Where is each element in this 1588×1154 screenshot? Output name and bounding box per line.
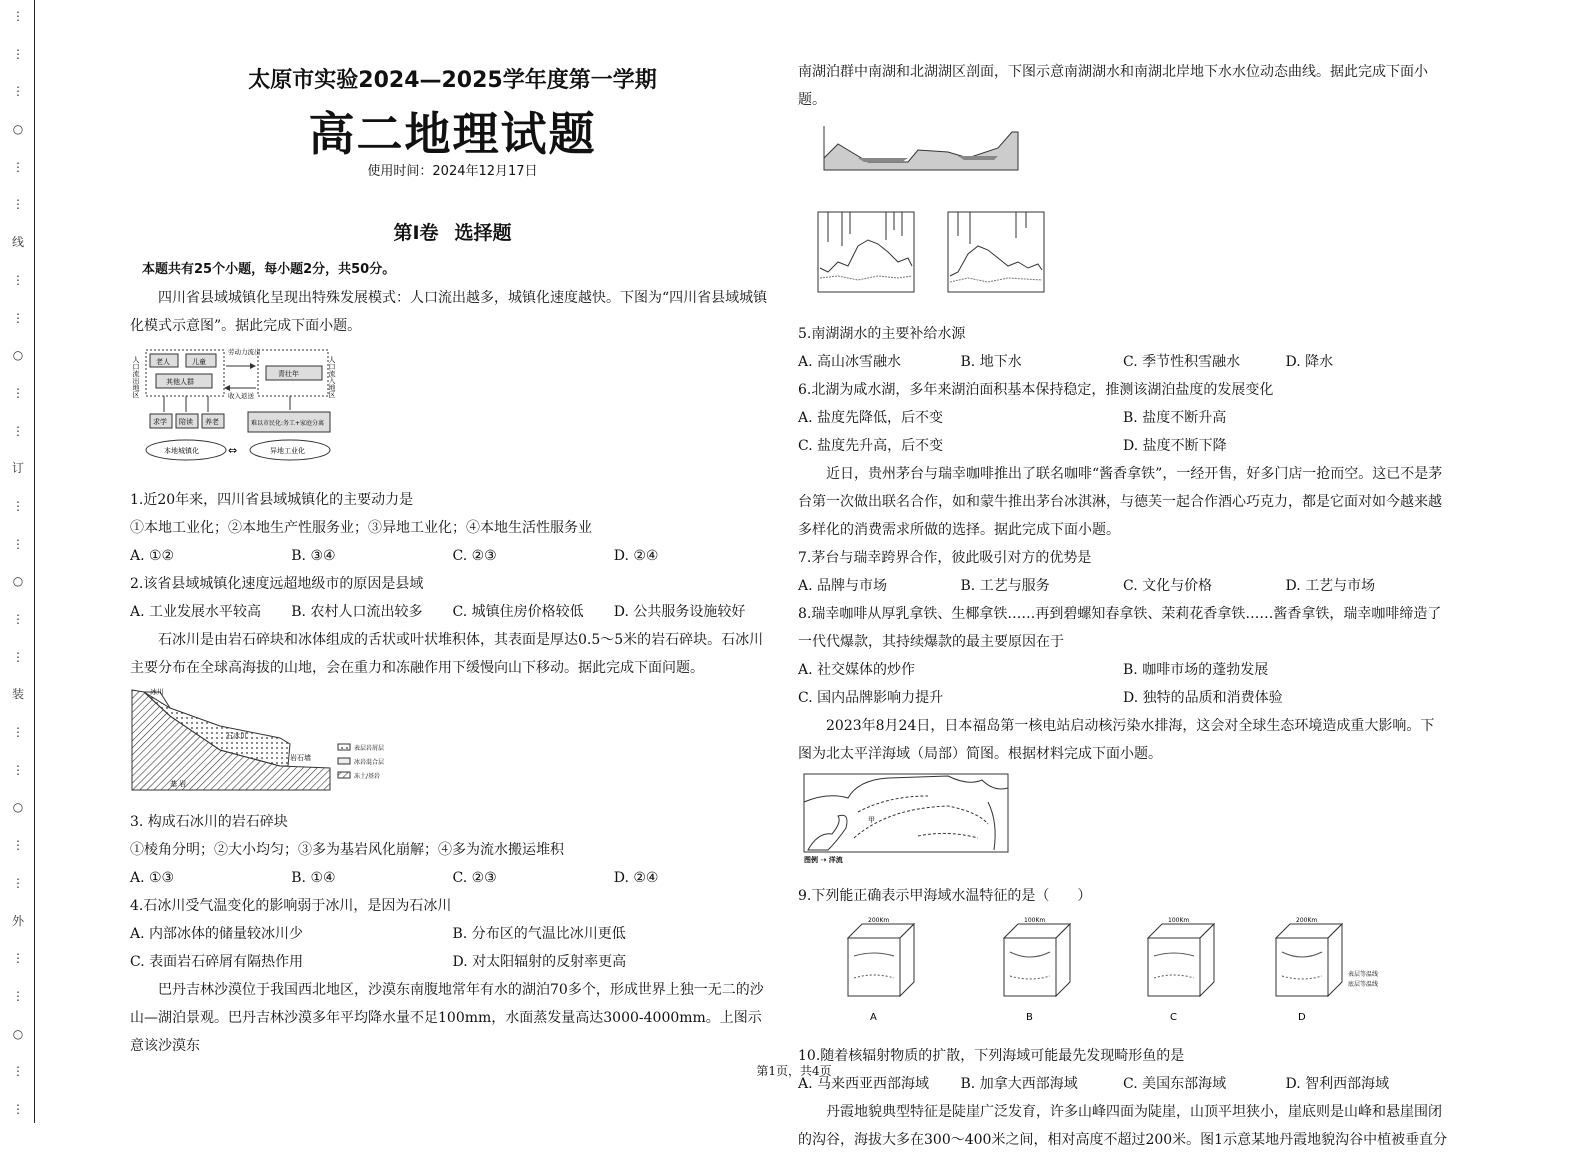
passage-3-cont: 南湖泊群中南湖和北湖湖区剖面，下图示意南湖湖水和南湖北岸地下水水位动态曲线。据此完成下面小题。 <box>798 64 1428 108</box>
fig-right-label: 人口流入地区 <box>328 356 336 398</box>
rock-glacier-diagram <box>130 686 775 802</box>
q3-option-b[interactable]: B. ①④ <box>291 870 336 886</box>
exam-time: 使用时间：2024年12月17日 <box>367 164 538 179</box>
q1-sub: ①本地工业化；②本地生产性服务业；③异地工业化；④本地生活性服务业 <box>130 520 592 536</box>
fig-local: 本地城镇化 <box>164 447 199 455</box>
q9-stem: 9.下列能正确表示甲海域水温特征的是（ ） <box>798 888 1092 904</box>
q1-option-d[interactable]: D. ②④ <box>613 548 659 564</box>
q6-option-d[interactable]: D. 盐度不断下降 <box>1123 438 1227 454</box>
exam-title: 高二地理试题 <box>308 107 597 161</box>
page-footer: 第1页，共4页 <box>756 1064 832 1078</box>
passage-6: 丹霞地貌典型特征是陡崖广泛发育，许多山峰四面为陡崖，山顶平坦狭小，崖底则是山峰和悬崖围闭的沟谷，海拔大多在300～400米之间，相对高度不超过200米。图1示意某地丹霞地貌沟谷中植被垂直分 <box>798 1104 1448 1148</box>
q7-option-a[interactable]: A. 品牌与市场 <box>798 578 888 594</box>
q2-option-c[interactable]: C. 城镇住房价格较低 <box>452 604 584 620</box>
q5-options <box>798 348 1448 376</box>
q5-option-c[interactable]: C. 季节性积雪融水 <box>1123 354 1241 370</box>
fig-pacific-legend: 图例 ⇢ 洋流 <box>804 856 843 864</box>
fig-accompany: 陪读 <box>179 418 193 426</box>
q4-option-d[interactable]: D. 对太阳辐射的反射率更高 <box>452 954 627 970</box>
q3-option-d[interactable]: D. ②④ <box>613 870 659 886</box>
fig-elderly: 老人 <box>156 358 170 366</box>
q1-stem: 1.近20年来，四川省县域城镇化的主要动力是 <box>130 492 414 508</box>
q1-option-b[interactable]: B. ③④ <box>291 548 336 564</box>
q2-option-a[interactable]: A. 工业发展水平较高 <box>130 604 262 620</box>
q2-option-b[interactable]: B. 农村人口流出较多 <box>291 604 423 620</box>
block-d-label: D <box>1298 1012 1306 1023</box>
q6-stem: 6.北湖为咸水湖，多年来湖泊面积基本保持稳定，推测该湖泊盐度的发展变化 <box>798 382 1274 398</box>
q8-option-a[interactable]: A. 社交媒体的炒作 <box>798 662 916 678</box>
block-c-scale: 100Km <box>1168 917 1190 924</box>
q1-option-a[interactable]: A. ①② <box>130 548 175 564</box>
right-column <box>798 58 1448 1154</box>
q6-option-c[interactable]: C. 盐度先升高，后不变 <box>798 438 944 454</box>
block-c-label: C <box>1170 1012 1177 1023</box>
passage-5: 2023年8月24日，日本福岛第一核电站启动核污染水排海，这会对全球生态环境造成重大影响。下图为北太平洋海域（局部）简图。根据材料完成下面小题。 <box>798 718 1435 762</box>
block-legend-surface: 表层等温线 <box>1348 971 1379 978</box>
fig-study: 求学 <box>153 418 167 426</box>
q7-option-c[interactable]: C. 文化与价格 <box>1123 578 1213 594</box>
q3-option-c[interactable]: C. ②③ <box>452 870 497 886</box>
fig-legend-base: 冻土/基岩 <box>354 773 381 780</box>
fig-left-label: 人口流出地区 <box>132 356 140 398</box>
q8-stem: 8.瑞幸咖啡从厚乳拿铁、生椰拿铁……再到碧螺知春拿铁、茉莉花香拿铁……酱香拿铁，瑞幸咖啡缔造了一代代爆款，其持续爆款的最主要原因在于 <box>798 606 1442 650</box>
fig-youth: 青壮年 <box>278 370 299 378</box>
fig-legend-surface: 表层岩屑层 <box>354 745 385 752</box>
q6-option-b[interactable]: B. 盐度不断升高 <box>1123 410 1227 426</box>
q4-options-row1 <box>130 920 775 948</box>
q8-options-row2 <box>798 684 1448 712</box>
section-heading: 第Ⅰ卷 选择题 <box>393 222 512 244</box>
q10-stem: 10.随着核辐射物质的扩散，下列海域可能最先发现畸形鱼的是 <box>798 1048 1185 1064</box>
q7-option-d[interactable]: D. 工艺与市场 <box>1285 578 1376 594</box>
block-legend-bottom: 底层等温线 <box>1348 981 1379 988</box>
q3-sub: ①棱角分明；②大小均匀；③多为基岩风化崩解；④多为流水搬运堆积 <box>130 842 564 858</box>
q6-options-row1 <box>798 404 1448 432</box>
fig-income-back: 收入返送 <box>228 392 254 400</box>
q4-option-a[interactable]: A. 内部冰体的储量较冰川少 <box>130 926 304 942</box>
q4-options-row2 <box>130 948 775 976</box>
fig-ice-label: 冰川 <box>150 688 164 696</box>
q10-option-b[interactable]: B. 加拿大西部海域 <box>960 1076 1078 1092</box>
passage-4: 近日，贵州茅台与瑞幸咖啡推出了联名咖啡“酱香拿铁”，一经开售，好多门店一抢而空。这已不是茅台第一次做出联名合作，如和蒙牛推出茅台冰淇淋，与德芙一起合作酒心巧克力，都是它面对如今越来越多样化的消费需求所做的选择。据此完成下面小题。 <box>798 466 1443 538</box>
school-title: 太原市实验2024—2025学年度第一学期 <box>248 68 657 93</box>
passage-3: 巴丹吉林沙漠位于我国西北地区，沙漠东南腹地常年有水的湖泊70多个，形成世界上独一无二的沙山—湖泊景观。巴丹吉林沙漠多年平均降水量不足100mm，水面蒸发量高达3000-4000mm。上图示意该沙漠东 <box>130 982 764 1054</box>
q1-options <box>130 542 775 570</box>
fig-legend-mix: 冰岩混合层 <box>354 759 385 766</box>
left-column <box>130 58 775 1060</box>
q4-stem: 4.石冰川受气温变化的影响弱于冰川，是因为石冰川 <box>130 898 452 914</box>
fig-children: 儿童 <box>192 358 206 366</box>
block-b-label: B <box>1026 1012 1033 1023</box>
block-a-label: A <box>870 1012 877 1023</box>
q7-options <box>798 572 1448 600</box>
q10-option-a[interactable]: A. 马来西亚西部海域 <box>798 1076 930 1092</box>
q4-option-c[interactable]: C. 表面岩石碎屑有隔热作用 <box>130 954 304 970</box>
q6-option-a[interactable]: A. 盐度先降低，后不变 <box>798 410 944 426</box>
q8-option-c[interactable]: C. 国内品牌影响力提升 <box>798 690 944 706</box>
q2-options <box>130 598 775 626</box>
q3-option-a[interactable]: A. ①③ <box>130 870 175 886</box>
q6-options-row2 <box>798 432 1448 460</box>
binding-label-bind: 装 <box>12 687 25 702</box>
q5-option-d[interactable]: D. 降水 <box>1285 354 1334 370</box>
pacific-map <box>798 772 1448 876</box>
q10-option-d[interactable]: D. 智利西部海域 <box>1285 1076 1390 1092</box>
fig-bedrock-label: 基 岩 <box>170 780 187 788</box>
fig-cliff-label: 岩石墙 <box>290 754 311 762</box>
q8-options-row1 <box>798 656 1448 684</box>
q5-option-b[interactable]: B. 地下水 <box>960 354 1022 370</box>
binding-margin <box>0 0 35 1123</box>
passage-1: 四川省县域城镇化呈现出特殊发展模式：人口流出越多，城镇化速度越快。下图为“四川省县域城镇化模式示意图”。据此完成下面小题。 <box>130 290 768 334</box>
fig-hard-citizen: 难以市民化:务工+家庭分离 <box>251 420 325 427</box>
binding-marks: ⋮ ⋮ ⋮ ○ ⋮ ⋮ 线 ⋮ ⋮ ○ ⋮ ⋮ 订 ⋮ ⋮ ○ ⋮ ⋮ 装 ⋮ ⋮ ○ ⋮ ⋮ 外 ⋮ ⋮ ○ ⋮ ⋮ <box>12 9 25 1116</box>
fig-jia-label: 甲 <box>868 816 875 824</box>
passage-2: 石冰川是由岩石碎块和冰体组成的舌状或叶状堆积体，其表面是厚达0.5～5米的岩石碎块。石冰川主要分布在全球高海拔的山地，会在重力和冻融作用下缓慢向山下移动。据此完成下面问题。 <box>130 632 764 676</box>
section-instructions: 本题共有25个小题，每小题2分，共50分。 <box>142 262 396 277</box>
q4-option-b[interactable]: B. 分布区的气温比冰川更低 <box>452 926 626 942</box>
q8-option-b[interactable]: B. 咖啡市场的蓬勃发展 <box>1123 662 1269 678</box>
binding-label-staple: 订 <box>12 461 25 476</box>
fig-rock-glacier-label: 石冰川 <box>226 732 247 740</box>
water-level-chart <box>798 206 1448 314</box>
fig-labor-out: 劳动力流出 <box>228 348 261 356</box>
q2-option-d[interactable]: D. 公共服务设施较好 <box>613 604 746 620</box>
q3-stem: 3. 构成石冰川的岩石碎块 <box>130 814 288 830</box>
q5-option-a[interactable]: A. 高山冰雪融水 <box>798 354 902 370</box>
q7-stem: 7.茅台与瑞幸跨界合作，彼此吸引对方的优势是 <box>798 550 1092 566</box>
water-temp-blocks <box>828 914 1448 1036</box>
urbanization-diagram <box>130 344 775 480</box>
q8-option-d[interactable]: D. 独特的品质和消费体验 <box>1123 690 1283 706</box>
binding-label-outside: 外 <box>12 913 25 928</box>
q3-options <box>130 864 775 892</box>
fig-others: 其他人群 <box>166 378 194 386</box>
block-d-scale: 200Km <box>1296 917 1318 924</box>
q5-stem: 5.南湖湖水的主要补给水源 <box>798 326 966 342</box>
fig-retire: 养老 <box>205 418 219 426</box>
q7-option-b[interactable]: B. 工艺与服务 <box>960 578 1050 594</box>
block-b-scale: 100Km <box>1024 917 1046 924</box>
q1-option-c[interactable]: C. ②③ <box>452 548 497 564</box>
binding-label-line: 线 <box>12 235 25 250</box>
lake-profile-figure <box>798 118 1448 200</box>
svg-text:⇔: ⇔ <box>228 444 238 457</box>
fig-remote: 异地工业化 <box>270 447 305 455</box>
q10-option-c[interactable]: C. 美国东部海域 <box>1123 1076 1227 1092</box>
q2-stem: 2.该省县域城镇化速度远超地级市的原因是县域 <box>130 576 424 592</box>
block-a-scale: 200Km <box>868 917 890 924</box>
